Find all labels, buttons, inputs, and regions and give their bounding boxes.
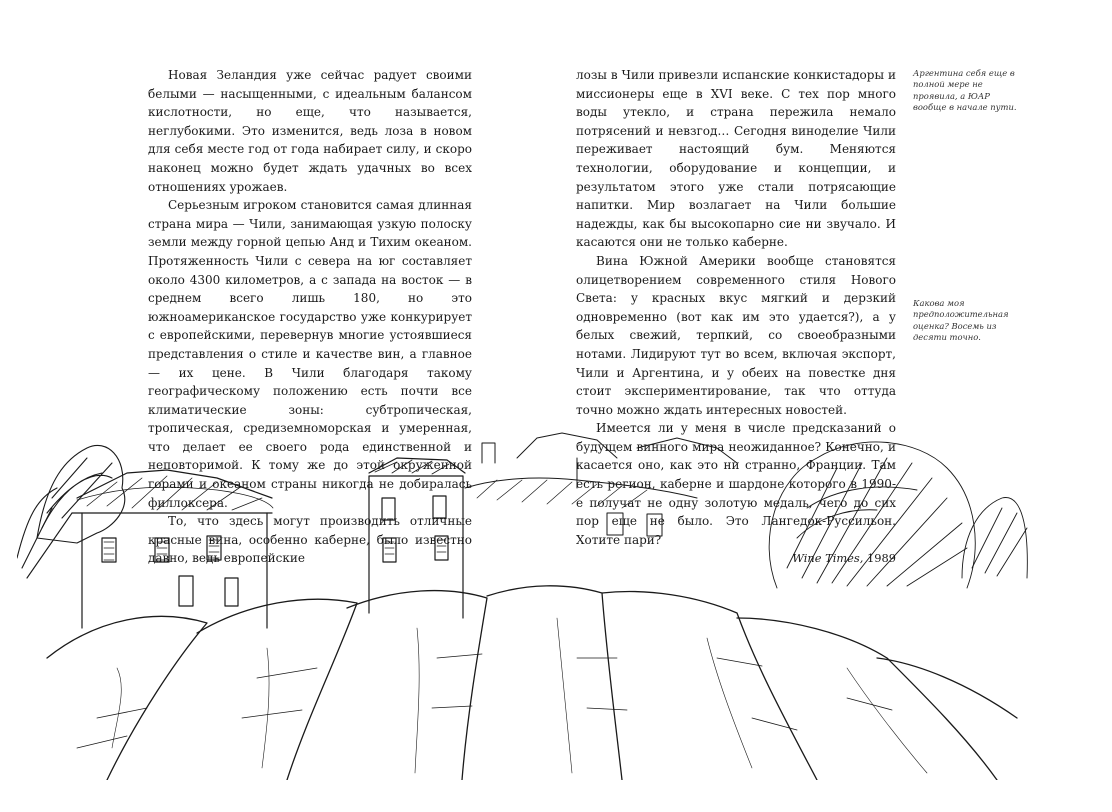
paragraph-prediction: Имеется ли у меня в числе предсказаний о будущем винного мира неожиданное? Конечно, и касается оно, как это ни странно, Франции. Там есть регион, каберне и шардоне которого в 1990-е получат не одну золотую медаль, чего до сих пор еще не было. Это Лангедок-Руссильон. Хотите пари? [576,421,896,547]
vineyard-rows-sketch [47,586,1017,780]
source-publication: Wine Times, [792,551,864,566]
trees-left-sketch [17,445,125,578]
sidenote-estimate: Какова моя предположительная оценка? Восемь из десяти точно. [913,298,1009,343]
sidenote-argentina: Аргентина себя еще в полной мере не проявила, а ЮАР вообще в начале пути. [913,68,1017,113]
tree-far-right-sketch [962,498,1027,578]
paragraph-new-zealand: Новая Зеландия уже сейчас радует своими белыми — насыщенными, с идеальным балансом кислотности, но еще, что называется, неглубокими. Это изменится, ведь лоза в новом для себя месте год от года набирает силу, и скоро наконец можно будет ждать удачных во всех отношениях урожаев. [148,68,472,194]
paragraph-red-wines: То, что здесь могут производить отличные красные вина, особенно каберне, было известно давно, ведь европейские [148,514,472,566]
paragraph-continuation: лозы в Чили привезли испанские конкистадоры и миссионеры еще в XVI веке. С тех пор много воды утекло, и страна пережила немало потрясений и невзгод… Сегодня виноделие Чили переживает настоящий бум. Меняются технологии, оборудование и концепции, и результатом этого уже стали потрясающие напитки. Мир возлагает на Чили большие надежды, как бы высокопарно сие ни звучало. И касаются они не только каберне. [576,68,896,250]
left-house-sketch [72,470,273,628]
paragraph-chile: Серьезным игроком становится самая длинная страна мира — Чили, занимающая узкую полоску земли между горной цепью Анд и Тихим океаном. Протяженность Чили с севера на юг составляет около 4300 километров, а с запада на восток — в среднем всего лишь 180, но это южноамериканское государство уже конкурирует с европейскими, перевернув многие устоявшиеся представления о стиле и качестве вин, а главное — их цене. В Чили благодаря такому географическому положению есть почти все климатические зоны: субтропическая, тропическая, средиземноморская и умеренная, что делает ее своего рода единственной и неповторимой. К тому же до этой окруженной горами и океаном страны никогда не добиралась филлоксера. [148,198,472,510]
central-house-sketch [369,458,465,618]
background-roofs-sketch [465,433,737,536]
tree-right-sketch [769,442,975,588]
source-year: 1989 [867,551,896,566]
vineyard-village-illustration [17,418,1029,780]
paragraph-south-america: Вина Южной Америки вообще становятся олицетворением современного стиля Нового Света: у красных вкус мягкий и дерзкий одновременно (вот как им это удается?), а у белых свежий, терпкий, со своеобразными нотами. Лидируют тут во всем, включая экспорт, Чили и Аргентина, и у обеих на повестке дня стоит экспериментирование, так что оттуда точно можно ждать интересных новостей. [576,253,896,417]
